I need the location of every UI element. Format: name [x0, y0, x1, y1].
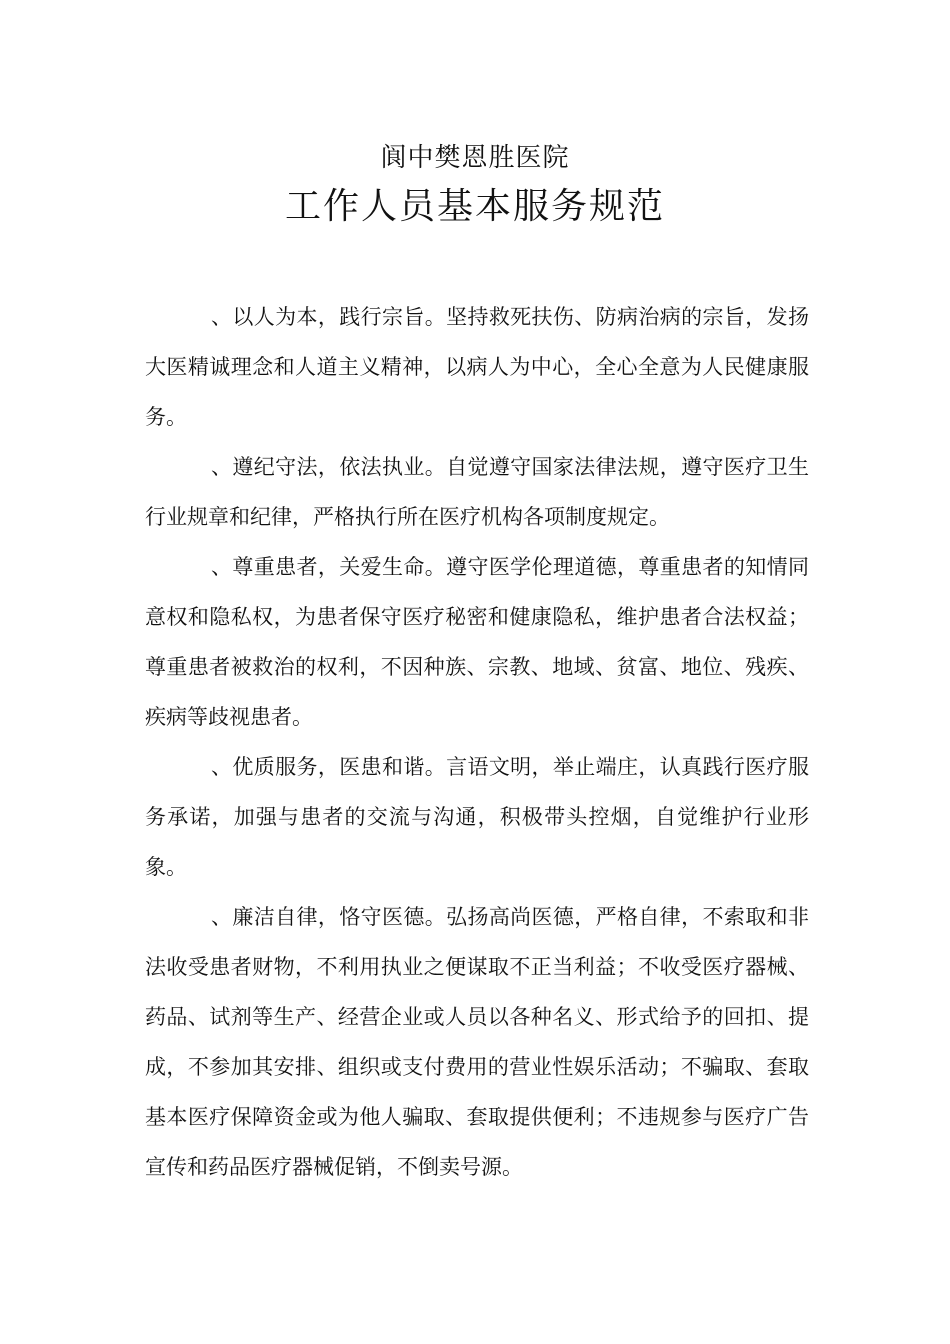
paragraph-1: 、以人为本，践行宗旨。坚持救死扶伤、防病治病的宗旨，发扬大医精诚理念和人道主义精神，以病人为中心，全心全意为人民健康服务。 [145, 305, 809, 429]
document-body [145, 292, 809, 1192]
document-header [0, 140, 950, 232]
paragraph-3: 、尊重患者，关爱生命。遵守医学伦理道德，尊重患者的知情同意权和隐私权，为患者保守医疗秘密和健康隐私，维护患者合法权益；尊重患者被救治的权利，不因种族、宗教、地域、贫富、地位、残疾、疾病等歧视患者。 [145, 555, 809, 729]
paragraph-2: 、遵纪守法，依法执业。自觉遵守国家法律法规，遵守医疗卫生行业规章和纪律，严格执行所在医疗机构各项制度规定。 [145, 455, 809, 529]
hospital-name: 阆中樊恩胜医院 [380, 143, 570, 173]
document-title: 工作人员基本服务规范 [284, 186, 665, 227]
paragraph-5: 、廉洁自律，恪守医德。弘扬高尚医德，严格自律，不索取和非法收受患者财物，不利用执业之便谋取不正当利益；不收受医疗器械、药品、试剂等生产、经营企业或人员以各种名义、形式给予的回扣、提成，不参加其安排、组织或支付费用的营业性娱乐活动；不骗取、套取基本医疗保障资金或为他人骗取、套取提供便利；不违规参与医疗广告宣传和药品医疗器械促销，不倒卖号源。 [145, 905, 809, 1179]
paragraph-4: 、优质服务，医患和谐。言语文明，举止端庄，认真践行医疗服务承诺，加强与患者的交流与沟通，积极带头控烟，自觉维护行业形象。 [145, 755, 809, 879]
